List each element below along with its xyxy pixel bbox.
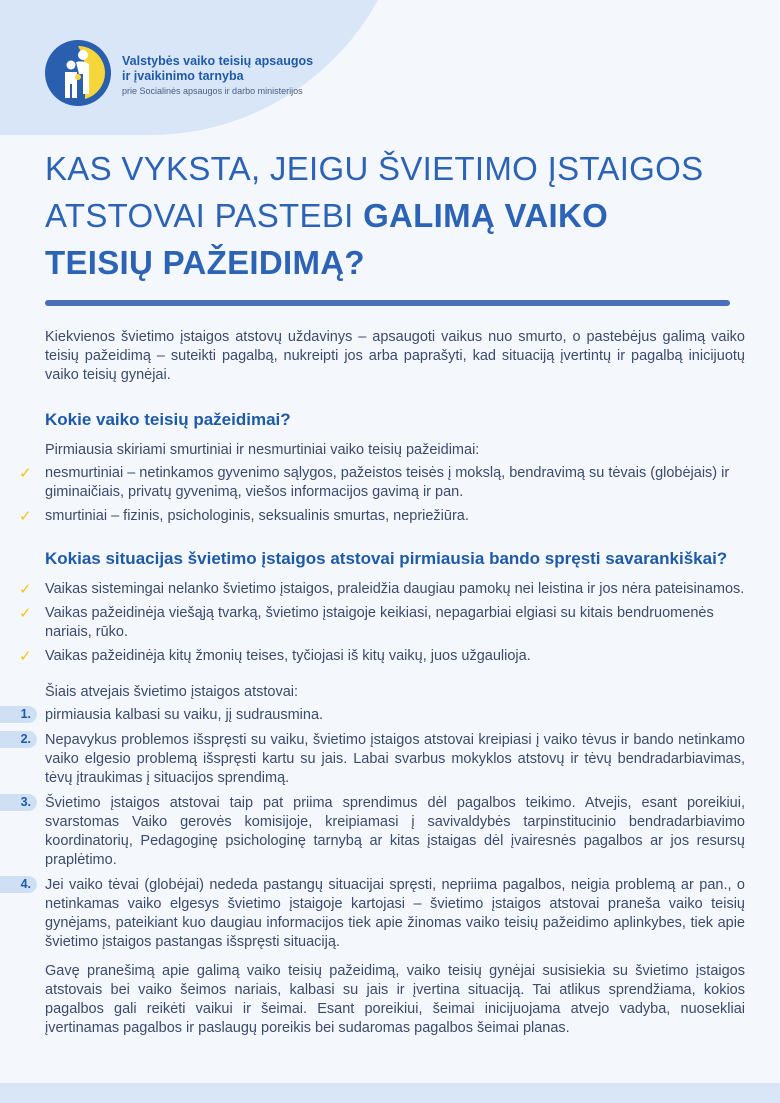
step-number-badge: 3. [0, 794, 37, 811]
check-icon: ✓ [19, 508, 32, 525]
step-item [20, 794, 745, 870]
step-item [20, 706, 745, 725]
list-item-text: smurtiniai – fizinis, psichologinis, seksualinis smurtas, nepriežiūra. [45, 508, 469, 524]
agency-ministry-line: prie Socialinės apsaugos ir darbo ministerijos [122, 86, 303, 96]
list-item-text: Vaikas pažeidinėja viešąją tvarką, švietimo įstaigoje keikiasi, nepagarbiai elgiasi su kitais bendruomenės nariais, rūko. [45, 605, 714, 640]
section-violations-lead: Pirmiausia skiriami smurtiniai ir nesmurtiniai vaiko teisių pažeidimai: [45, 442, 480, 458]
check-icon: ✓ [19, 465, 32, 482]
situations-list [19, 580, 745, 666]
list-item-text: nesmurtiniai – netinkamos gyvenimo sąlygos, pažeistos teisės į mokslą, bendravimą su tėvais (globėjais) ir giminaičiais, privatų gyvenimą, viešos informacijos gavimą ir pan. [45, 465, 730, 500]
title-line2-bold: GALIMĄ VAIKO [363, 197, 609, 234]
list-item-text: Vaikas pažeidinėja kitų žmonių teises, tyčiojasi iš kitų vaikų, juos užgauliojа. [45, 648, 531, 664]
main-content [19, 328, 745, 1038]
closing-paragraph: Gavę pranešimą apie galimą vaiko teisių pažeidimą, vaiko teisių gynėjai susisiekia su švietimo įstaigos atstovais bei vaiko šeimos nariais, kalbasi su jais ir įvertina situaciją. Tai atlikus sprendžiama, kokios pagalbos gali reikėti vaikui ir šeimai. Esant poreikiui, šeimai inicijuojama atvejo vadyba, nuosekliai įvertinamas pagalbos ir paslaugų poreikis bei sudaromas pagalbos šeimai planas. [45, 963, 745, 1036]
step-number-badge: 2. [0, 731, 37, 748]
step-item [20, 876, 745, 952]
list-item [19, 507, 745, 526]
violations-list [19, 464, 745, 526]
check-icon: ✓ [19, 648, 32, 665]
step-item [20, 731, 745, 788]
section-situations [19, 548, 745, 666]
agency-name-line1: Valstybės vaiko teisių apsaugos [122, 54, 314, 68]
step-text: Švietimo įstaigos atstovai taip pat priima sprendimus dėl pagalbos teikimo. Atvejis, esant poreikiui, svarstomas Vaiko gerovės komisijoje, kreipiamasi į savivaldybės tarpinstitucinio bendradarbiavimo koordinatorių, Pedagoginę psichologinę tarnybą ar kitas įstaigas dėl įvairesnės pagalbos ar jos resursų praplėtimo. [45, 795, 745, 868]
steps-intro: Šiais atvejais švietimo įstaigos atstovai: [45, 684, 299, 700]
title-line1: KAS VYKSTA, JEIGU ŠVIETIMO ĮSTAIGOS [45, 150, 704, 187]
step-text: Jei vaiko tėvai (globėjai) nededa pastangų situacijai spręsti, nepriima pagalbos, neigia problemą ar pan., o netinkamas vaiko elgesys švietimo įstaigoje kartojasi – švietimo įstaigos atstovai praneša vaiko teisių gynėjams, pateikiant kuo daugiau informacijos tiek apie žinomas vaiko teisių pažeidimo aplinkybes, tiek apie švietimo įstaigos pastangas išspręsti situaciją. [45, 877, 745, 950]
step-number-badge: 4. [0, 876, 37, 893]
list-item [19, 580, 745, 599]
title-line2-normal: ATSTOVAI PASTEBI [45, 197, 364, 234]
step-text: pirmiausia kalbasi su vaiku, jį sudrausmina. [45, 707, 324, 723]
section-violations-heading: Kokie vaiko teisių pažeidimai? [45, 410, 291, 429]
check-icon: ✓ [19, 605, 32, 622]
section-situations-heading: Kokias situacijas švietimo įstaigos atstovai pirmiausia bando spręsti savarankiškai? [45, 549, 728, 568]
footer-band [0, 1083, 780, 1103]
list-item [19, 464, 745, 502]
title-divider [45, 300, 730, 306]
title-line3-bold: TEISIŲ PAŽEIDIMĄ? [45, 244, 365, 281]
list-item-text: Vaikas sistemingai nelanko švietimo įstaigos, praleidžia daugiau pamokų nei leistina ir jos nėra pateisinamos. [45, 581, 745, 597]
list-item [19, 647, 745, 666]
section-violations [19, 409, 745, 526]
list-item [19, 604, 745, 642]
check-icon: ✓ [19, 581, 32, 598]
steps-list [20, 706, 745, 952]
agency-logo-icon [45, 40, 111, 106]
agency-name-line2: ir įvaikinimo tarnyba [122, 69, 244, 83]
step-number-badge: 1. [0, 706, 37, 723]
page-title [45, 145, 745, 286]
intro-paragraph: Kiekvienos švietimo įstaigos atstovų uždavinys – apsaugoti vaikus nuo smurto, o pastebėjus galimą vaiko teisių pažeidimą – suteikti pagalbą, nukreipti jos arba paprašyti, kad situaciją įvertintų ir pagalbą inicijuotų vaiko teisių gynėjai. [45, 329, 745, 383]
step-text: Nepavykus problemos išspręsti su vaiku, švietimo įstaigos atstovai kreipiasi į vaiko tėvus ir bando netinkamo vaiko elgesio problemą išspręsti kartu su jais. Labai svarbus mokyklos atstovų ir tėvų bendradarbiavimas, tėvų įtraukimas į situacijos sprendimą. [45, 732, 745, 786]
